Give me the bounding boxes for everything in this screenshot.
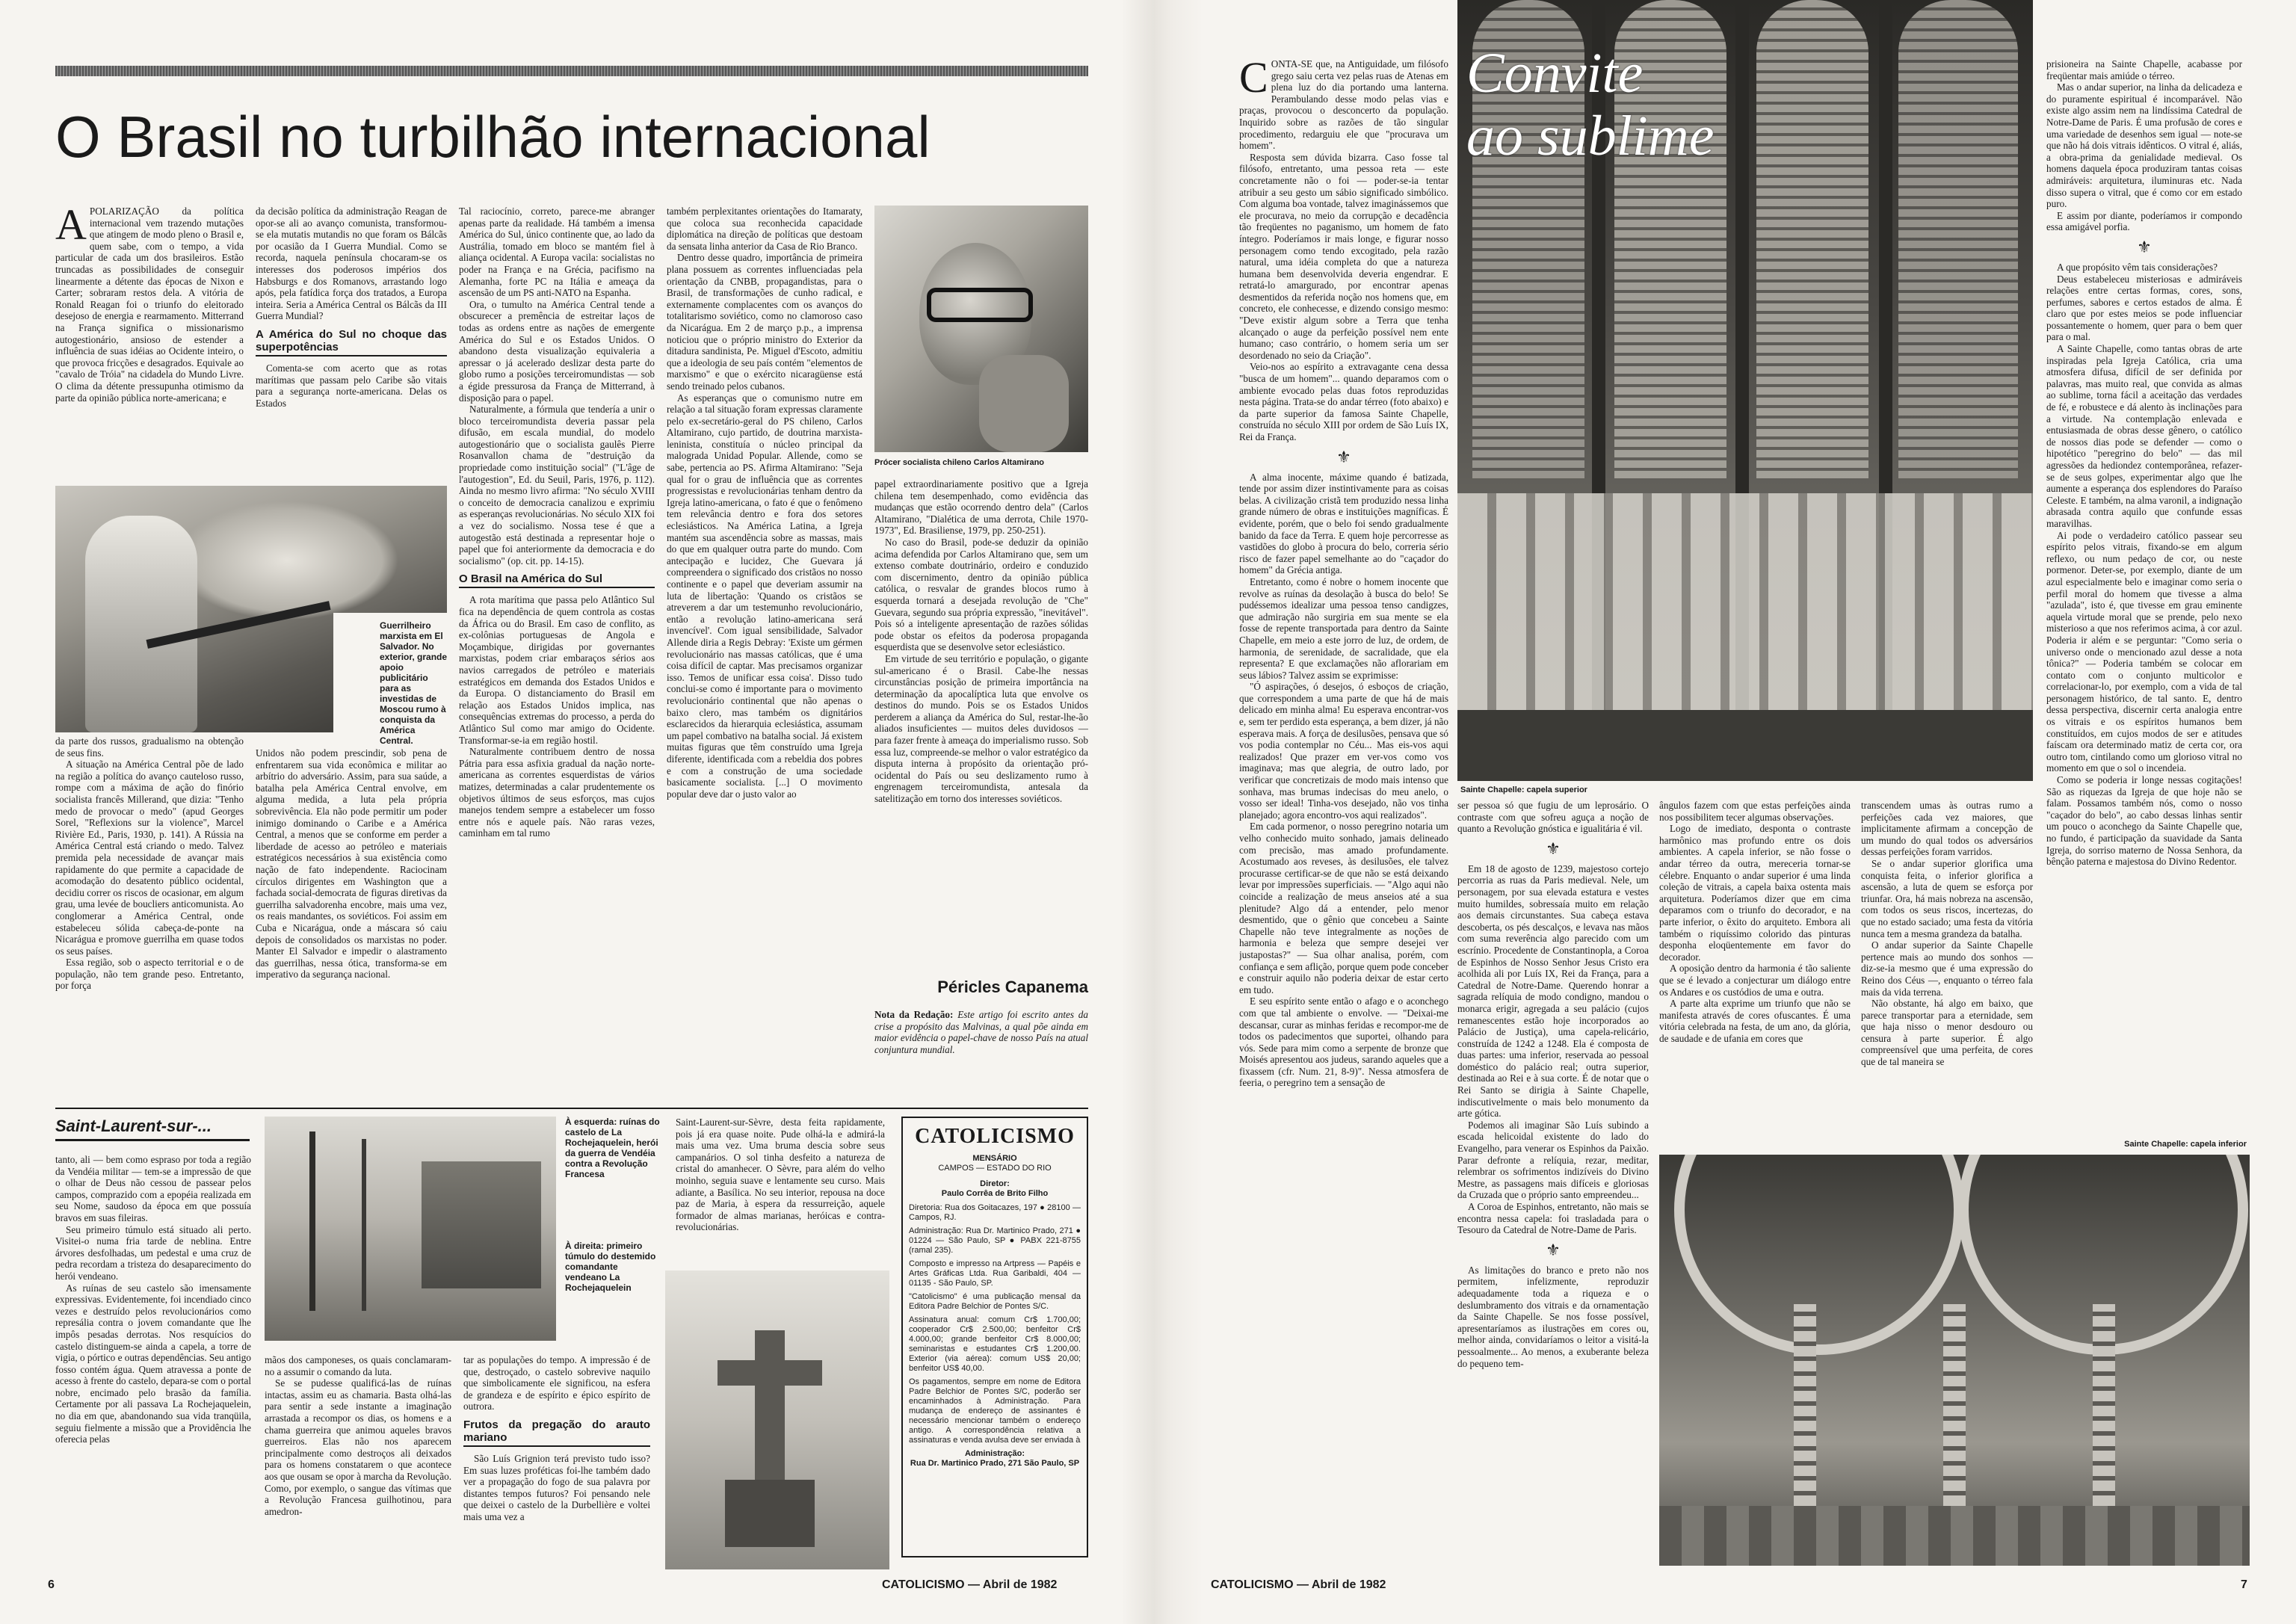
paragraph: Em 18 de agosto de 1239, majestoso cortejo percorria as ruas da Paris medieval. Nele, um personagem, por sua elevada estatura e vestes muito humildes, sobressaía muito em relação aos demais circunstantes. Sua cabeça estava descoberta, os pés descalços, e levava nas mãos com suma reverência algo parecido com um escrínio. Procedente de Constantinopla, a Coroa de Espinhos de Nosso Senhor Jesus Cristo era acolhida ali por Luís IX, Rei da França, para a Catedral de Notre-Dame. Querendo honrar a sagrada relíquia de modo condigno, mandou o monarca erigir, agregada a seu palácio (cujos remanescentes estão hoje incorporados ao Palácio de Justiça), uma capela-relicário, construída de 1242 a 1248. Ela é composta de duas partes: uma inferior, reservada ao pessoal doméstico do palácio real; outra superior, destinada ao Rei e à sua corte. É de notar que o Rei Santo se dirigia à Sainte Chapelle, indiscutivelmente o mais belo monumento da arte gótica. (1457, 862, 1649, 1120)
paragraph: A situação na América Central põe de lado na região a política do avanço cauteloso russo, rompe com a máxima de ação do finório socialista francês Millerand, que dizia: "Tenho medo de provocar o medo" (apud Georges Sorel, "Reflexions sur la violence", Marcel Rivière Ed., Paris, 1930, p. 141). A Rússia na América Central está criando o medo. Talvez premida pela necessidade de avançar mais rapidamente do que permite a capacidade de acomodação do desatento público ocidental, decidiu correr os riscos de ocasionar, em algum grau, uma levée de boucliers anticomunista. Ao conglomerar a América Central, onde estabeleceu sólida cabeça-de-ponte na Nicarágua e promove guerrilha em quase todos os seus países. (55, 759, 244, 957)
page-number: 6 (48, 1578, 55, 1591)
altamirano-photo (874, 206, 1088, 452)
paragraph: Ora, o tumulto na América Central tende a obscurecer a premência de estreitar laços de todas as ordens entre as nações de emergente América do Sul e os Estados Unidos. O abandono desta visualização equivaleria a apressar o já acelerado deslizar desta parte do globo rumo a posições terceiromundistas — sob a égide pressurosa da França de Mitterrand, à disposição para o papel. (459, 298, 655, 404)
saint-laurent-column-3 (463, 1354, 650, 1578)
article-column-2 (1457, 800, 1649, 1562)
paragraph: Comenta-se com acerto que as rotas marítimas que passam pelo Caribe são vitais para a segurança norte-americana. Delas os Estados (256, 362, 447, 409)
article-column-5 (874, 478, 1088, 987)
left-page (0, 0, 1121, 1624)
photo-caption: À esquerda: ruínas do castelo de La Rochejaquelein, herói da guerra de Vendéia contra a Revolução Francesa (565, 1117, 660, 1179)
cross-horizontal (718, 1360, 822, 1386)
paragraph: Veio-nos ao espírito a extravagante cena dessa "busca de um homem"... quando deparamos com o ambiente evocado pelas duas fotos reproduzidas nesta página. Trata-se do andar térreo (foto abaixo) e da parte superior da famosa Sainte Chapelle, construída no século XIII por ordem de São Luís IX, Rei da França. (1239, 361, 1448, 442)
article-column-2 (256, 206, 447, 484)
paragraph: A Coroa de Espinhos, entretanto, não mais se encontra nessa capela: foi trasladada para o Tesouro da Catedral de Notre-Dame de Paris. (1457, 1201, 1649, 1236)
paragraph: A oposição dentro da harmonia é tão saliente que se é levado a conjecturar um diálogo entre os Andares e os custódios de uma e outra. (1659, 963, 1851, 998)
paragraph: tanto, ali — bem como espraso por toda a região da Vendéia militar — tem-se a impressão de que o olhar de Deus não cessou de passear pelos campos, comprazido com a epopéia realizada em seu Nome, saudoso da época em que possuía bravos em suas fileiras. (55, 1154, 251, 1223)
footer-magazine-date: CATOLICISMO — Abril de 1982 (1211, 1578, 1386, 1591)
paragraph: também perplexitantes orientações do Itamaraty, que coloca sua reconhecida capacidade diplomática na direção de políticas que destoam da sensata linha anterior da Casa de Rio Branco. (667, 206, 862, 252)
paragraph: Podemos ali imaginar São Luís subindo a escada helicoidal existente do lado do Evangelho, para venerar os Espinhos da Paixão. Parar defronte a relíquia, rezar, meditar, relembrar os sofrimentos indizíveis do Divino Mestre, as passagens mais difíceis e gloriosas da Cruzada que o próprio santo empreendeu... (1457, 1119, 1649, 1201)
masthead-line: Os pagamentos, sempre em nome de Editora Padre Belchior de Pontes S/C, poderão ser encaminhados à Administração. Para mudança de endereço de assinantes é necessário mencionar também o endereço antigo. A correspondência relativa a assinaturas e venda avulsa deve ser enviada à (909, 1377, 1081, 1445)
editor-note-text: Este artigo foi escrito antes da crise a propósito das Malvinas, a qual põe ainda em maior evidência o papel-chave de nosso País na atual conjuntura mundial. (874, 1009, 1088, 1055)
drop-cap: A (55, 206, 87, 249)
article-column-1 (1239, 58, 1448, 1560)
paragraph: POLARIZAÇÃO da política internacional vem trazendo mutações que atingem de modo pleno o Brasil e, quem sabe, com o tempo, a vida particular de cada um dos brasileiros. Estão truncadas as possibilidades de conseguir linearmente a détente das épocas de Nixon e Carter; sobraram restos dela. A vitória de Ronald Reagan foi o triunfo do eleitorado desejoso de energia e rearmamento. Mitterrand na França significa o missionarismo autogestionário, ansioso de estender a influência de suas idéias ao Ocidente inteiro, o que provoca fricções e desagrados. Equivale ao "cavalo de Tróia" na cidadela do Mundo Livre. O clima da détente pressupunha otimismo da parte da opinião pública norte-americana; e (55, 206, 244, 404)
editor-note-label: Nota da Redação: (874, 1009, 954, 1020)
paragraph: Entretanto, como é nobre o homem inocente que revolve as ruínas da desolação à busca do belo! Se pudéssemos idealizar uma pessoa tenso candigzes, que admiração não surgiria em sua mente se ela fosse de repente transportada para dentro da Sainte Chapelle, em meio a este jorro de luz, de ordem, de harmonia, de serenidade, de sacralidade, que ela representa? E que exclamações não aflorariam em seus lábios? Talvez assim se exprimisse: (1239, 575, 1448, 681)
subheading: A América do Sul no choque das superpotências (256, 328, 447, 356)
paragraph: A Sainte Chapelle, como tantas obras de arte inspiradas pela Igreja Católica, cria uma atmosfera difusa, difícil de ser definida por palavras, mas muito real, que convida as almas ao sublime, torna fácil a aceitação das verdades de fé, e robustece e dá alento às inclinações para a virtude. Na contemplação enlevada e entusiasmada de obras desse gênero, o católico de nossos dias pode se defender — como o hipotético "peregrino do belo" — das mil agressões da hediondez contemporânea, refazer-se de seus golpes, experimentar algo que lhe aumente a esperança dos esplendores do Paraíso Celeste. E também, na alma varonil, a indignação abrasada contra aquilo que confunde essas maravilhas. (2046, 343, 2242, 529)
paragraph: E assim por diante, poderíamos ir compondo essa amigável porfia. (2046, 209, 2242, 233)
saint-laurent-column-4 (676, 1117, 885, 1266)
masthead-admin-address: Rua Dr. Martinico Prado, 271 São Paulo, SP (910, 1459, 1080, 1468)
article-column-3 (459, 206, 655, 1102)
paragraph: ser pessoa só que fugiu de um leprosário. O contraste com que sofreu aguça a noção de quanto a Revolução gnóstica e igualitária é vil. (1457, 800, 1649, 835)
hand-shape (979, 355, 1069, 452)
paragraph: Resposta sem dúvida bizarra. Caso fosse tal filósofo, entretanto, uma pessoa reta — este concretamente não o foi — poder-se-ia tentar atribuir a seu gesto um sábio significado simbólico. Com alguma boa vontade, talvez imaginássemos que ele procurava, no meio da corrupção e decadência tão freqüentes no paganismo, um homem de fato íntegro. Poderíamos ir mais longe, e figurar nosso personagem como tendo excogitado, pela razão natural, uma idéia completa do que a natureza humana bem desenvolvida deveria engendrar. E retratá-lo amargurado, por encontrar apenas desmentidos da referida noção nos homens que, em concreto, ele conhecesse, e dizendo consigo mesmo: "Deve existir algum sobre a Terra que tenha alcançado o auge da perfeição possível nem ente humano; caso contrário, o homem seria um ser desordenado no seio da Criação". (1239, 151, 1448, 361)
paragraph: E seu espírito sente então o afago e o aconchego com que tal ambiente o envolve. — "Deixai-me descansar, curar as minhas feridas e recompor-me de todos os padecimentos que suportei, olhando para vós. Sede para mim como a serpente de bronze que Moisés apresentou aos judeus, sarando aqueles que a fixassem (cfr. Num. 21, 8-9)". Nessa atmosfera de feeria, o peregrino tem a sensação de (1239, 995, 1448, 1089)
masthead-admin-label: Administração: (964, 1449, 1025, 1458)
photo-caption: Prócer socialista chileno Carlos Altamirano (874, 458, 1045, 467)
masthead-line: Composto e impresso na Artpress — Papéis e Artes Gráficas Ltda. Rua Garibaldi, 404 — 01135 - São Paulo, SP. (909, 1259, 1081, 1288)
article-column-3 (1659, 800, 1851, 1158)
paragraph: Tal raciocínio, correto, parece-me abranger apenas parte da realidade. Há também a imensa América do Sul, único continente que, ao lado da Austrália, tomado em bloco se mantém fiel à aliança ocidental. A Europa vacila: socialistas no poder na França e na Grécia, pacifismo na Alemanha, forte PC na Itália e ameaça da ascensão de um PS anti-NATO na Espanha. (459, 206, 655, 299)
photo-caption: Sainte Chapelle: capela inferior (2124, 1140, 2247, 1149)
paragraph: da parte dos russos, gradualismo na obtenção de seus fins. (55, 735, 244, 759)
editor-note (874, 1009, 1088, 1055)
photo-caption: À direita: primeiro túmulo do destemido comandante vendeano La Rochejaquelein (565, 1241, 656, 1293)
smoke-shape (175, 501, 399, 620)
fleur-de-lis-icon: ⚜ (1546, 839, 1561, 858)
footer-magazine-date: CATOLICISMO — Abril de 1982 (882, 1578, 1058, 1591)
paragraph: Em virtude de seu território e população, o gigante sul-americano é o Brasil. Cabe-lhe nessas circunstâncias posição de primeira importância na determinação da apocalíptica luta que envolve os destinos do mundo. Pois se os Estados Unidos perderem a aliança da América do Sul, restar-lhe-ão aliados insuficientes — muitos deles duvidosos — para fazer frente à ameaça do imperialismo russo. Sob essa luz, compreende-se melhor o valor estratégico da disputa interna à propósito da orientação pró-ocidental do País ou seu deslizamento rumo à engrenagem terceiromundista, antesala da satelitização em torno dos interesses soviéticos. (874, 652, 1088, 805)
saint-laurent-title: Saint-Laurent-sur-... (55, 1117, 250, 1141)
masthead-director: Paulo Corrêa de Brito Filho (941, 1189, 1049, 1198)
pedestal (725, 1480, 815, 1547)
author-name: Péricles Capanema (937, 978, 1088, 996)
saint-laurent-column-1 (55, 1154, 251, 1572)
paragraph: As limitações do branco e preto não nos permitem, infelizmente, reproduzir adequadamente toda a riqueza e o deslumbramento dos vitrais e da ornamentação da Sainte Chapelle. Se nos fosse possível, apresentaríamos as ilustrações em cores ou, melhor ainda, convidaríamos o leitor a visitá-la pessoalmente... Ao menos, a exuberante beleza do pequeno tem- (1457, 1264, 1649, 1369)
paragraph: As ruínas de seu castelo são imensamente expressivas. Evidentemente, foi incendiado cinco vezes e destruído pelos revolucionários como represália contra o jovem comandante que lhe impôs pesadas derrotas. Nos resquícios do castelo distinguem-se ainda a capela, a torre de vigia, o pórtico e outras dependências. Seu antigo fosso contém água. Quem atravessa a ponte de acesso à frente do castelo, depara-se com o portal nobre, encimado pelo brasão da família. Certamente por ali passava La Rochejaquelein, no dia em que, abandonando sua vida tranqüila, seguiu fielmente a missão que a Providência lhe oferecia pelas (55, 1282, 251, 1445)
paragraph: Em cada pormenor, o nosso peregrino notaria um velho conhecido muito sonhado, jamais delineado com precisão, mas amado profundamente. Acostumado aos reveses, às desilusões, ele talvez procurasse certificar-se de que não se está deixando levar por impressões superficiais. — "Algo aqui não coincide a realização de meus anseios até a sua plenitude? Algo dá a entender, pelo menor desmentido, que o gênio que concebeu a Sainte Chapelle não teve integralmente as noções de harmonia e beleza que sempre desejei ver justapostas?" — Sua olhar analisa, porém, com confiança e sem aflição, porque quem pode conceber e construir aquilo não poderia deixar de estar certo em tudo. (1239, 821, 1448, 995)
title-line: ao sublime (1466, 105, 1715, 167)
masthead-line: "Catolicismo" é uma publicação mensal da Editora Padre Belchior de Pontes S/C. (909, 1292, 1081, 1311)
paragraph: Como se poderia ir longe nessas cogitações! São as riquezas da Igreja de que hoje não se falam. Possamos também nós, como o nosso "caçador do belo", ao cabo dessas linhas sentir um pouco o aconchego da Sainte Chapelle que, no fundo, é participação da suavidade da Santa Igreja, do sorriso materno de Nossa Senhora, da bênção paterna e majestosa do Divino Redentor. (2046, 774, 2242, 868)
saint-laurent-column-2 (265, 1354, 451, 1578)
paragraph: Seu primeiro túmulo está situado ali perto. Visitei-o numa fria tarde de neblina. Entre árvores desfolhadas, um pedestal e uma cruz de pedra recordam a tristeza do desaparecimento do herói vendeano. (55, 1223, 251, 1282)
vault-arch (1674, 1155, 1964, 1355)
page-number: 7 (2241, 1578, 2247, 1591)
masthead-place: CAMPOS — ESTADO DO RIO (938, 1164, 1052, 1173)
paragraph: Se o andar superior glorifica uma conquista feita, o inferior glorifica a ascensão, a luta de quem se esforça por triunfar. Ora, há mais nobreza na ascensão, com todos os seus riscos, incertezas, do que no estado saciado; uma festa da vitória nunca tem a mesma grandeza da batalha. (1861, 857, 2033, 939)
masthead-line: Diretoria: Rua dos Goitacazes, 197 ● 28100 — Campos, RJ. (909, 1203, 1081, 1222)
photo-caption: Guerrilheiro marxista em El Salvador. No exterior, grande apoio publicitário para as investidas de Moscou rumo à conquista da América Central. (380, 620, 448, 746)
ruin-wall-shape (422, 1161, 541, 1288)
paragraph: prisioneira na Sainte Chapelle, acabasse por freqüentar mais amiúde o térreo. (2046, 58, 2242, 81)
subheading: O Brasil na América do Sul (459, 572, 655, 588)
paragraph: Naturalmente, a fórmula que tendería a unir o bloco terceiromundista deveria passar pela difusão, em escala mundial, do modelo autogestionário que o socialista gaulês Pierre Rosanvallon chama de "destruição da propriedade como instituição social" ("L'âge de l'autogestion", Ed. du Seuil, Paris, 1976, p. 112). Ainda no mesmo livro afirma: "No século XVIII o conceito de democracia canalizou e exprimiu as esperanças revolucionárias. No século XIX foi a vez do socialismo. Nossa tese é que a autogestão está destinada a representar hoje o papel que foi anteriormente da democracia e do socialismo" (op. cit. pp. 14-15). (459, 404, 655, 566)
paragraph: Ai pode o verdadeiro católico passear seu espírito pelos vitrais, fixando-se em algum reflexo, ou num pedaço de cor, ou neste pormenor. Deter-se, por exemplo, diante de um azul especialmente belo e imaginar como seria o perfil moral do homem que tivesse a alma "azulada", isto é, que tivesse em grau eminente aquela virtude moral que se prende, pelo nexo misterioso a que nos referimos acima, à cor azul. Poderia ir além e se perguntar: "Como seria o universo onde o mencionado azul desse a nota tônica?" — Poderia também se colocar em contato com o conjunto multicolor e correlacionar-lo, por exemplo, com a vida de tal personagem histórico, de tal santo. E, dentro dessa perspectiva, discernir certa analogia entre os vitrais e os espíritos humanos bem constituídos, em cujos modos de ser e atitudes faíscam ora determinado matiz de certa cor, ora outro tom, cintilando como um glorioso vitral no momento em que o sol o incendeia. (2046, 529, 2242, 774)
paragraph: Mas o andar superior, na linha da delicadeza e do puramente espiritual é incomparável. Não existe algo assim nem na lindíssima Catedral de Notre-Dame de Paris. É uma profusão de cores e uma variedade de desenhos sem igual — note-se que não há dois vitrais idênticos. O vitral é, aliás, a obra-prima da genialidade medieval. Os homens daquela época produziram tantas coisas admiráveis: arquitetura, iluminuras etc. Nada disso supera o vitral, que é como cor em estado puro. (2046, 81, 2242, 210)
floor-shape (1457, 710, 2033, 781)
paragraph: Unidos não podem prescindir, sob pena de enfrentarem sua vida econômica e militar ao arbítrio do adversário. Assim, para sua saúde, a batalha pela América Central envolve, em alguma medida, a luta pela própria sobrevivência. Ela não pode permitir um poder inimigo dominando o Caribe e a América Central, a menos que se conforme em perder a liberdade de acesso ao petróleo e materiais estratégicos necessários à sua existência como nação de fato independente. Raciocinam círculos dirigentes em Washington que a fachada social-democrata de figuras diretivas da guerrilha salvadorenha encobre, mais uma vez, os reais mandantes, os soviéticos. Foi assim em Cuba e Nicarágua, onde a máscara só caiu depois de consolidados os marxistas no poder. Manter El Salvador e impedir o alastramento das guerrilhas, nessa ótica, transforma-se em imperativo da segurança nacional. (256, 747, 447, 981)
paragraph: Essa região, sob o aspecto territorial e o de população, não tem grande peso. Entretanto, por força (55, 957, 244, 992)
fleur-de-lis-icon: ⚜ (1546, 1240, 1561, 1259)
paragraph: "Ó aspirações, ó desejos, ó esboços de criação, que correspondem a uma parte de que há de mais delicado em minha alma! Eu esperava encontrar-vos e, sem ter perdido esta esperança, a bem dizer, já não esperava mais. A força de desilusões, pensava que só vos podia contemplar no Céu... Mas eis-vos aqui realizados! Que prazer em ver-vos como vos imaginava; mas que alegria, de outro lado, por verificar que concretizais de modo mais intenso que sonhava, mas brumas indecisas do meu anelo, o vosso ser ideal! Tinha-vos desejado, não vos tinha planejado; agora encontro-vos aqui realizados". (1239, 681, 1448, 821)
tree-shape (362, 1139, 366, 1311)
paragraph: mãos dos camponeses, os quais conclamaram-no a assumir o comando da luta. (265, 1354, 451, 1377)
floor-shape (1659, 1506, 2250, 1566)
paragraph: Se se pudesse qualificá-las de ruínas intactas, assim eu as chamaria. Basta olhá-las para sentir a sede instante a imaginação arrastada a recompor os dias, os homens e a chama guerreira que animou aqueles bravos guerreiros. Elas não nos aparecem principalmente como destroços ali deixados para os homens constatarem o que acontece aos que ousam se opor à marcha da Revolução. Como, por exemplo, o sangue das vítimas que a Revolução Francesa guilhotinou, para amedron- (265, 1377, 451, 1517)
masthead-line: Administração: Rua Dr. Martinico Prado, 271 ● 01224 — São Paulo, SP ● PABX 221-8755 (ramal 235). (909, 1226, 1081, 1255)
fleur-de-lis-icon: ⚜ (2137, 237, 2152, 256)
article-column-3b (1861, 800, 2033, 1158)
paragraph: tar as populações do tempo. A impressão é de que, destroçado, o castelo sobrevive naquilo que simbolicamente ele significou, na esfera de grandeza e de espírito e épico espírito de outrora. (463, 1354, 650, 1412)
stained-glass-window (1898, 0, 2018, 478)
photo-caption: Sainte Chapelle: capela superior (1460, 785, 1587, 794)
paragraph: Dentro desse quadro, importância de primeira plana possuem as correntes influenciadas pela orientação da CNBB, propagandistas, para o Brasil, de transformações de cunho radical, e externamente complacentes com os avanços do totalitarismo soviético, como no clamoroso caso da Nicarágua. Em 2 de março p.p., a imprensa noticiou que o próprio ministro do Exterior da ditadura sandinista, Pe. Miguel d'Escoto, admitiu que a ideologia de seu país contém "elementos de marxismo" e que o exército nicaragüense está sendo treinado pelos cubanos. (667, 252, 862, 392)
paragraph: São Luís Grignion terá previsto tudo isso? Em suas luzes proféticas foi-lhe também dado ver a propagação do fogo de sua palavra por distantes tempos futuros? Foi pensando nele que deixei o castelo de la Durbellière e voltei mais uma vez a (463, 1452, 650, 1522)
glasses-shape (927, 288, 1033, 322)
paragraph: Não obstante, há algo em baixo, que parece transportar para a eternidade, sem que haja nisso o menor desdouro ou censura à parte superior. É algo compreensível que uma perfeita, de cores que de tal maneira se (1861, 998, 2033, 1068)
paragraph: ângulos fazem com que estas perfeições ainda nos possibilitem tecer algumas observações. (1659, 800, 1851, 823)
paragraph: Logo de imediato, desponta o contraste harmônico mas profundo entre os dois ambientes. A capela inferior, se não fosse o andar térreo da outra, mereceria tornar-se célebre. Enquanto o andar superior é uma linda coleção de vitrais, a capela baixa ostenta mais arquitetura. Poderíamos dizer que em cima deparamos com o triunfo do decorador, e na parte inferior, o êxito do arquiteto. Embora ali também o riquíssimo colorido das pinturas desponha eloqüentemente em favor do decorador. (1659, 823, 1851, 963)
paragraph: ONTA-SE que, na Antiguidade, um filósofo grego saiu certa vez pelas ruas de Atenas em plena luz do dia portando uma lanterna. Perambulando desse modo pelas vias e praças, provocou o desconcerto da população. Inquirido sobre as razões de tão singular procedimento, redarguiu ele que "procurava um homem". (1239, 58, 1448, 152)
spine-shadow (1121, 0, 1203, 1624)
paragraph: transcendem umas às outras rumo a perfeições cada vez maiores, que implicitamente afirmam a concepção de um mundo do qual todos os adversários dessas perfeições foram varridos. (1861, 800, 2033, 858)
paragraph: As esperanças que o comunismo nutre em relação a tal situação foram expressas claramente pelo ex-secretário-geral do PS chileno, Carlos Altamirano, cujo partido, de doutrina marxista-leninista, constituía o núcleo principal da malograda Unidad Popular. Allende, como se sabe, pertencia ao PS. Afirma Altamirano: "Seja qual for o grau de influência que as correntes progressistas e revolucionárias tenham dentro da Igreja latino-americana, o fato é que o fenômeno tem relevância dentro e fora dos setores eclesiásticos. Na América Latina, a Igreja mantém sua ascendência sobre as massas, mais do que em qualquer outra parte do mundo. Com antecipação e lucidez, Che Guevara já compreendera o significado dos cristãos no nosso continente e o papel que deveriam assumir na luta de libertação: 'Quando os cristãos se atreverem a dar um testemunho revolucionário, então a revolução latino-americana será invencível'. Com igual sensibilidade, Salvador Allende diria a Regis Debray: 'Existe um gérmen revolucionário nas massas católicas, que é uma coisa difícil de captar. Mas precisamos organizar isso. Temos de unificar essa coisa'. Disso tudo conclui-se como é importante para o movimento revolucionário continental que não apenas o baixo clero, mas também os dignitários esclarecidos da hierarquia eclesiástica, assumam um papel combativo na batalha social. Já existem muitas figuras que têm construído uma Igreja diferente, identificada com a rebeldia dos pobres e com a construção de uma sociedade basicamente socialista. [...] O movimento popular deve dar o justo valor ao (667, 392, 862, 800)
article-column-1-lower (55, 735, 244, 1102)
tree-shape (309, 1131, 315, 1311)
cross-vertical (755, 1330, 785, 1487)
figure-shape (85, 516, 197, 732)
masthead-line: Assinatura anual: comum Cr$ 1.700,00; cooperador Cr$ 2.500,00; benfeitor Cr$ 4.000,00; grande benfeitor Cr$ 8.000,00; seminaristas e estudantes Cr$ 1.200,00. Exterior (via aérea): comum US$ 20,00; benfeitor US$ 40,00. (909, 1315, 1081, 1373)
paragraph: A parte alta exprime um triunfo que não se manifesta através de cores ofuscantes. É uma vitória celebrada na festa, de um ano, da glória, de saudade e de ufania em cores que (1659, 998, 1851, 1044)
masthead-box (901, 1117, 1088, 1557)
article-title (1466, 42, 1721, 167)
paragraph: A que propósito vêm tais considerações? (2057, 261, 2218, 273)
fleur-de-lis-icon: ⚜ (1336, 447, 1351, 466)
drop-cap: C (1239, 58, 1268, 102)
paragraph: papel extraordinariamente positivo que a Igreja chilena tem desempenhado, como evidência das mudanças que estão ocorrendo dentro dela" (Carlos Altamirano, "Dialética de uma derrota, Chile 1970-1973", Ed. Brasiliense, 1979, pp. 250-251). (874, 478, 1088, 537)
headline: O Brasil no turbilhão internacional (55, 104, 931, 170)
castle-ruins-photo (265, 1117, 556, 1341)
header-rule (55, 66, 1088, 76)
section-divider (55, 1108, 1088, 1109)
subheading: Frutos da pregação do arauto mariano (463, 1418, 650, 1447)
masthead-logo: CATOLICISMO (915, 1125, 1075, 1148)
article-column-1 (55, 206, 244, 484)
paragraph: O andar superior da Sainte Chapelle pertence mais ao mundo dos sonhos — diz-se-ia mesmo que é uma expressão do Reino dos Céus —, enquanto o térreo fala mais da vida terrena. (1861, 939, 2033, 998)
paragraph: Naturalmente contribuem dentro de nossa Pátria para essa asfixia gradual da nação norte-americana as correntes esquerdistas de vários matizes, determinadas a calar prudentemente os objetivos últimos de seus esforços, mas cujos manejos tendem sempre a estabelecer um fosso entre nós e aquele país. Não raras vezes, caminham em tal rumo (459, 746, 655, 839)
article-column-4 (2046, 58, 2242, 1134)
paragraph: da decisão política da administração Reagan de opor-se ali ao avanço comunista, transformou-se ela mutatis mutandis no que foram os Bálcãs por ocasião da I Guerra Mundial. Como se recorda, naquela península chocaram-se os interesses dos poderosos impérios dos Habsburgs e dos Romanovs, arrastando logo após, pela fatídica força dos tratados, a Europa inteira. Seria a América Central os Bálcãs da III Guerra Mundial? (256, 206, 447, 322)
masthead-director-label: Diretor: (980, 1179, 1010, 1188)
stained-glass-window (1756, 0, 1868, 478)
masthead-type: MENSÁRIO (972, 1154, 1017, 1163)
paragraph: Deus estabeleceu misteriosas e admiráveis relações entre certas formas, cores, sons, perfumes, sabores e certos estados de alma. É claro que por estes meios se pode influenciar possantemente o homem, quer para o bem quer para o mal. (2046, 273, 2242, 343)
paragraph: A rota marítima que passa pelo Atlântico Sul fica na dependência de quem controla as costas da África ou do Brasil. Em caso de conflito, as ex-colônias portuguesas de Angola e Moçambique, dirigidas por governantes marxistas, podem criar embaraços sérios aos navios carregados de petróleo e materiais estratégicos em demanda dos Estados Unidos e da Europa. O distanciamento do Brasil em relação aos Estados Unidos implica, nas consequências extremas do processo, a perda do Atlântico Sul como mar amigo do Ocidente. Transformar-se-ia em região hostil. (459, 594, 655, 746)
lower-chapel-photo (1659, 1155, 2250, 1566)
article-column-4 (667, 206, 862, 1102)
tomb-photo (665, 1271, 889, 1569)
paragraph: Saint-Laurent-sur-Sèvre, desta feita rapidamente, pois já era quase noite. Pude olhá-la e admirá-la mais uma vez. Uma bruma descia sobre seus campanários. O sol tinha desfeito a natureza de cristal do amanhecer. O Sèvre, para além do velho moinho, seguia suave e lentamente seu curso. Mais adiante, a Basílica. No seu interior, repousa na doce paz de Maria, à espera da ressurreição, aquele formador de almas marianas, heróicas e contra-revolucionárias. (676, 1117, 885, 1233)
right-page (1203, 0, 2296, 1624)
article-column-2-lower (256, 747, 447, 1102)
paragraph: A alma inocente, máxime quando é batizada, tende por assim dizer instintivamente para as coisas belas. A civilização cristã tem produzido nessa linha grande número de obras e instituições magníficas. É evidente, porém, que o belo foi sendo gradualmente banido da face da Terra. E quem hoje percorresse as vastidões do globo à procura do belo, correria sério risco de fazer papel semelhante ao do "caçador do homem" da Grécia antiga. (1239, 471, 1448, 576)
paragraph: No caso do Brasil, pode-se deduzir da opinião acima defendida por Carlos Altamirano que, sem um extenso combate doutrinário, ordeiro e conduzido com discernimento, dentro da opinião pública católica, o resvalar de grandes blocos rumo à esquerda tornará a desejada revolução de "Che" Guevara, segundo sua própria expressão, "inevitável". Pois só a inteligente apresentação de razões sólidas pode obstar os efeitos da poderosa propaganda esquerdista que se desenvolve setor eclesiástico. (874, 536, 1088, 653)
title-line: Convite (1466, 42, 1644, 105)
